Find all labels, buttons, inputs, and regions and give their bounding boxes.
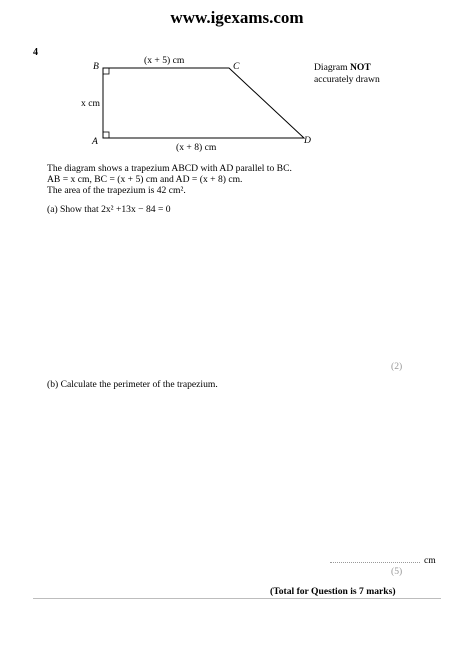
vertex-d: D (304, 135, 311, 146)
part-b-prompt: (b) Calculate the perimeter of the trapezium. (47, 379, 218, 390)
marks-part-a: (2) (391, 361, 403, 372)
marks-part-b: (5) (391, 566, 403, 577)
question-number: 4 (33, 47, 38, 58)
part-a-prompt: (a) Show that 2x² +13x − 84 = 0 (47, 204, 171, 215)
vertex-b: B (93, 61, 99, 72)
right-angle-a (103, 132, 109, 138)
total-marks: (Total for Question is 7 marks) (270, 586, 396, 597)
label-left: x cm (81, 98, 100, 109)
question-text-line1: The diagram shows a trapezium ABCD with AD parallel to BC. (47, 163, 292, 174)
footer-divider (33, 598, 441, 599)
question-text-line3: The area of the trapezium is 42 cm². (47, 185, 186, 196)
answer-line[interactable] (330, 562, 420, 563)
vertex-a: A (92, 136, 98, 147)
diagram-note: Diagram NOT accurately drawn (314, 62, 380, 85)
vertex-c: C (233, 61, 240, 72)
answer-unit: cm (424, 555, 436, 566)
trapezium-shape (103, 68, 304, 138)
right-angle-b (103, 68, 109, 74)
label-bottom: (x + 8) cm (176, 142, 217, 153)
label-top: (x + 5) cm (144, 55, 185, 66)
site-header: www.igexams.com (170, 8, 304, 27)
question-text-line2: AB = x cm, BC = (x + 5) cm and AD = (x + 8) cm. (47, 174, 243, 185)
